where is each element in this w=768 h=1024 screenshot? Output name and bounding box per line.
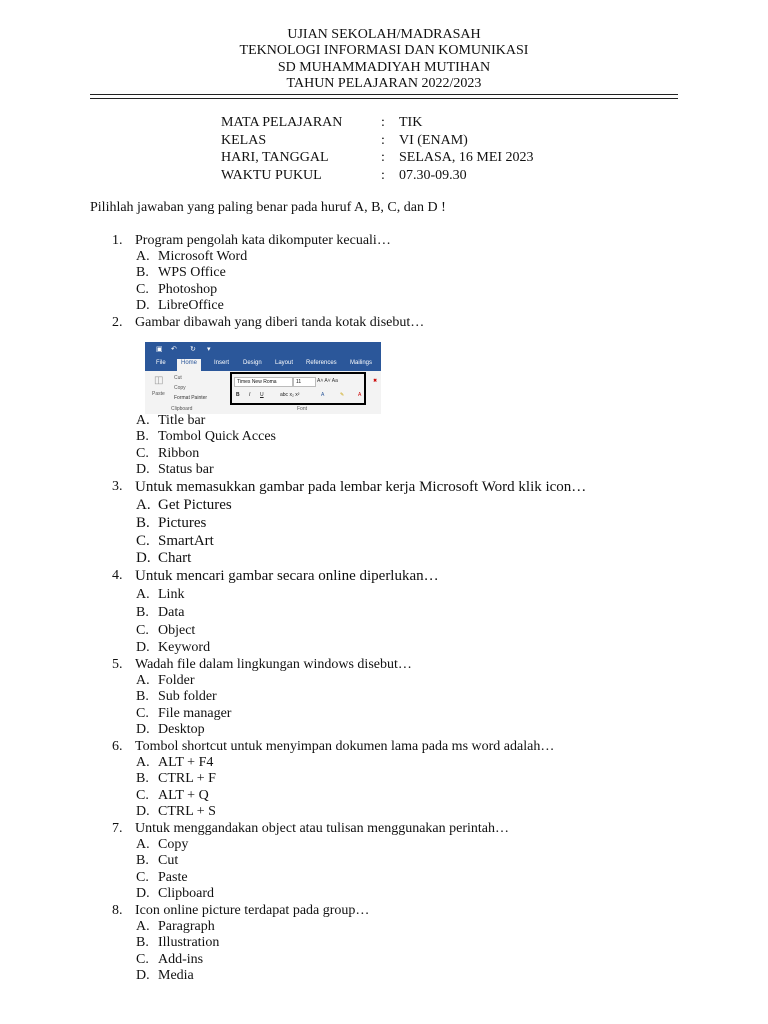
customize-icon: ▾ xyxy=(207,346,211,353)
option-letter: B. xyxy=(136,514,150,531)
highlight-box xyxy=(230,372,366,405)
option-letter: B. xyxy=(136,853,149,869)
font-size-box: 11 xyxy=(293,377,316,387)
info-row xyxy=(221,149,534,167)
option-text: LibreOffice xyxy=(158,298,224,314)
option-letter: B. xyxy=(136,771,149,787)
option-text: Title bar xyxy=(158,413,206,428)
question-number: 1. xyxy=(112,233,123,248)
option-text: Data xyxy=(158,604,185,620)
question-text: Gambar dibawah yang diberi tanda kotak disebut… xyxy=(135,315,425,330)
option-letter: A. xyxy=(136,673,150,688)
header-rule-thick xyxy=(90,94,678,95)
option-letter: C. xyxy=(136,445,149,461)
option-text: File manager xyxy=(158,705,232,721)
question-text: Wadah file dalam lingkungan windows disebut… xyxy=(135,657,412,672)
option-text: Clipboard xyxy=(158,886,214,902)
option-text: Desktop xyxy=(158,722,205,738)
option-letter: B. xyxy=(136,429,149,445)
option-letter: C. xyxy=(136,869,149,885)
info-separator: : xyxy=(381,132,385,148)
option-text: Media xyxy=(158,968,194,984)
option-text: Object xyxy=(158,622,196,638)
header-rule-thin xyxy=(90,98,678,99)
tab-layout: Layout xyxy=(275,360,294,366)
option-text: Tombol Quick Acces xyxy=(158,429,276,445)
option-letter: D. xyxy=(136,550,151,567)
header-line-2: TEKNOLOGI INFORMASI DAN KOMUNIKASI xyxy=(239,43,529,59)
paste-label: Paste xyxy=(152,391,165,397)
clear-formatting-icon: ✖ xyxy=(373,378,378,384)
option-letter: C. xyxy=(136,622,149,638)
option-letter: D. xyxy=(136,640,150,656)
option-text: Get Pictures xyxy=(158,497,232,513)
option-text: ALT + Q xyxy=(158,787,209,803)
option-text: Pictures xyxy=(158,514,207,531)
bold-icon: B xyxy=(236,392,240,398)
underline-icon: U xyxy=(260,392,264,398)
info-value: VI (ENAM) xyxy=(399,132,468,148)
option-text: Photoshop xyxy=(158,281,218,297)
question-text: Untuk menggandakan object atau tulisan menggunakan perintah… xyxy=(135,821,510,836)
option-text: Status bar xyxy=(158,462,214,478)
instruction: Pilihlah jawaban yang paling benar pada huruf A, B, C, dan D ! xyxy=(90,200,446,215)
info-row xyxy=(221,114,534,132)
option-letter: A. xyxy=(136,249,150,264)
option-text: Ribbon xyxy=(158,445,200,461)
tab-mailings: Mailings xyxy=(350,360,373,366)
header-line-1: UJIAN SEKOLAH/MADRASAH xyxy=(287,27,481,42)
question-text: Untuk mencari gambar secara online diperlukan… xyxy=(135,568,439,584)
copy-label: Copy xyxy=(174,385,186,391)
info-separator: : xyxy=(381,115,385,130)
info-value: TIK xyxy=(399,115,423,130)
info-label: HARI, TANGGAL xyxy=(221,150,329,165)
option-letter: B. xyxy=(136,604,149,620)
option-text: WPS Office xyxy=(158,265,226,281)
text-effects-icon: A xyxy=(321,392,325,398)
undo-icon: ↶ xyxy=(171,346,177,353)
question-number: 7. xyxy=(112,821,123,836)
info-separator: : xyxy=(381,150,385,165)
question-number: 8. xyxy=(112,903,123,918)
font-color-icon: A xyxy=(358,392,362,398)
option-text: Paste xyxy=(158,869,188,885)
option-text: ALT + F4 xyxy=(158,755,214,770)
tab-design: Design xyxy=(243,360,262,366)
option-letter: D. xyxy=(136,968,150,984)
option-letter: A. xyxy=(136,587,150,602)
header-line-3: SD MUHAMMADIYAH MUTIHAN xyxy=(277,59,491,75)
clipboard-group-label: Clipboard xyxy=(171,406,193,412)
format-painter-label: Format Painter xyxy=(174,395,208,401)
option-letter: A. xyxy=(136,837,150,852)
strikethrough-icon: abc x₂ x² xyxy=(280,392,300,398)
grow-font-icon: A˄ A˅ Aa xyxy=(317,378,338,384)
ribbon-screenshot xyxy=(145,342,381,414)
option-letter: D. xyxy=(136,886,150,902)
option-letter: C. xyxy=(136,951,149,967)
option-letter: B. xyxy=(136,689,149,705)
option-text: Link xyxy=(158,587,185,602)
option-text: CTRL + F xyxy=(158,771,216,787)
option-text: CTRL + S xyxy=(158,804,216,820)
info-label: MATA PELAJARAN xyxy=(221,115,343,130)
option-text: Chart xyxy=(158,550,192,567)
option-text: Copy xyxy=(158,837,189,852)
option-text: Illustration xyxy=(158,935,220,951)
question-number: 2. xyxy=(112,315,123,330)
tab-file: File xyxy=(156,360,166,366)
option-letter: D. xyxy=(136,804,150,820)
question-text: Program pengolah kata dikomputer kecuali… xyxy=(135,233,391,248)
info-value: 07.30-09.30 xyxy=(399,167,467,183)
option-text: Cut xyxy=(158,853,179,869)
exam-header xyxy=(0,27,768,92)
option-text: Microsoft Word xyxy=(158,249,248,264)
highlight-icon: ✎ xyxy=(340,392,345,398)
question-number: 5. xyxy=(112,657,123,672)
option-letter: D. xyxy=(136,298,150,314)
save-icon: ▣ xyxy=(156,346,163,353)
option-letter: C. xyxy=(136,787,149,803)
option-text: Paragraph xyxy=(158,919,215,934)
option-letter: C. xyxy=(136,281,149,297)
font-group-label: Font xyxy=(297,406,308,412)
paste-icon: ◫ xyxy=(154,375,164,386)
info-separator: : xyxy=(381,167,385,183)
option-letter: B. xyxy=(136,265,149,281)
info-label: WAKTU PUKUL xyxy=(221,167,322,183)
option-letter: D. xyxy=(136,462,150,478)
option-text: SmartArt xyxy=(158,532,214,549)
tab-home: Home xyxy=(177,359,201,372)
question-number: 4. xyxy=(112,568,123,583)
option-text: Folder xyxy=(158,673,195,688)
font-name-box: Times New Roma xyxy=(234,377,293,387)
info-row xyxy=(221,167,534,185)
option-text: Keyword xyxy=(158,640,211,656)
exam-info xyxy=(221,114,534,184)
tab-insert: Insert xyxy=(214,360,230,366)
option-letter: B. xyxy=(136,935,149,951)
question-text: Tombol shortcut untuk menyimpan dokumen lama pada ms word adalah… xyxy=(135,739,555,754)
info-label: KELAS xyxy=(221,132,267,148)
option-letter: A. xyxy=(136,413,150,428)
ribbon-tabs xyxy=(145,358,381,371)
italic-icon: I xyxy=(249,392,251,398)
tab-references: References xyxy=(306,360,337,366)
question-number: 6. xyxy=(112,739,123,754)
option-letter: D. xyxy=(136,722,150,738)
option-letter: A. xyxy=(136,919,150,934)
info-row xyxy=(221,132,534,150)
option-letter: C. xyxy=(136,532,150,549)
header-line-4: TAHUN PELAJARAN 2022/2023 xyxy=(286,75,482,91)
quick-access-toolbar xyxy=(145,342,381,358)
question-text: Icon online picture terdapat pada group… xyxy=(135,903,370,918)
cut-label: Cut xyxy=(174,375,182,381)
option-letter: A. xyxy=(136,497,151,513)
question-number: 3. xyxy=(112,479,123,494)
option-letter: A. xyxy=(136,755,150,770)
question-text: Untuk memasukkan gambar pada lembar kerja Microsoft Word klik icon… xyxy=(135,479,587,495)
option-letter: C. xyxy=(136,705,149,721)
redo-icon: ↻ xyxy=(190,346,196,353)
info-value: SELASA, 16 MEI 2023 xyxy=(399,150,534,165)
option-text: Add-ins xyxy=(158,951,204,967)
option-text: Sub folder xyxy=(158,689,217,705)
